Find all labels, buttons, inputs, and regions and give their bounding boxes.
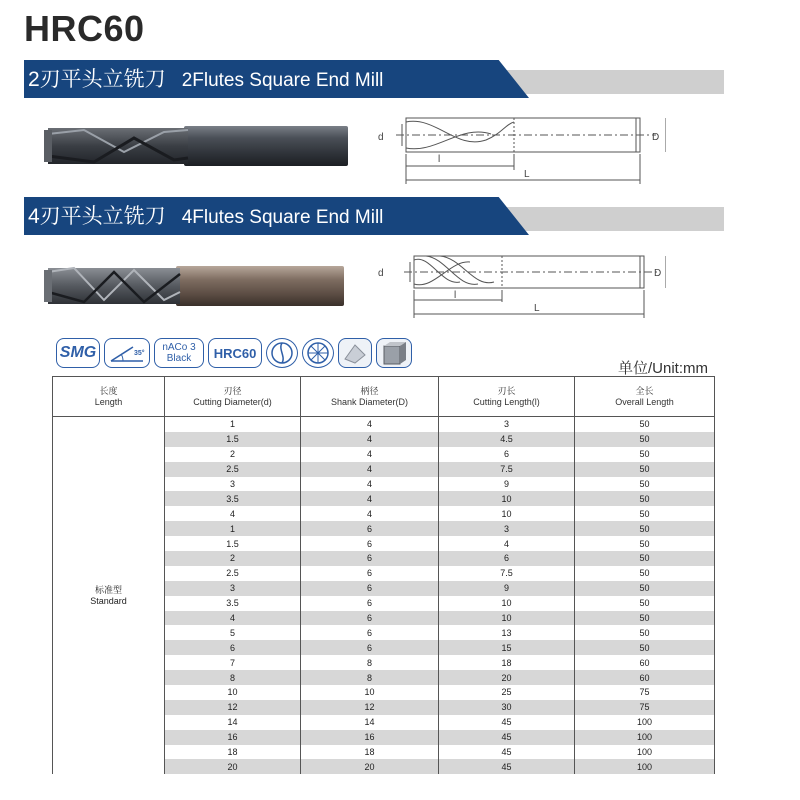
cutting-length-cell: 10: [439, 491, 575, 506]
header-length: 长度 Length: [53, 377, 165, 417]
cutting-length-cell: 4.5: [439, 432, 575, 447]
end-mill-2-flute-diagram: [366, 110, 666, 188]
header-shank-diameter: 柄径 Shank Diameter(D): [301, 377, 439, 417]
cutting-length-cell: 45: [439, 730, 575, 745]
length-type-cell: 标准型 Standard: [53, 417, 165, 775]
diagram-label-l: l: [438, 154, 441, 165]
cutting-length-cell: 6: [439, 447, 575, 462]
cutting-length-cell: 45: [439, 715, 575, 730]
overall-length-cell: 50: [575, 581, 715, 596]
banner-title-en: 4Flutes Square End Mill: [181, 207, 384, 228]
overall-length-cell: 50: [575, 551, 715, 566]
overall-length-cell: 60: [575, 655, 715, 670]
cutting-length-cell: 10: [439, 596, 575, 611]
spec-table: [52, 376, 715, 774]
cutting-diameter-cell: 2: [165, 447, 301, 462]
cutting-diameter-cell: 2.5: [165, 566, 301, 581]
shank-diameter-cell: 4: [301, 417, 439, 432]
cutting-diameter-cell: 6: [165, 640, 301, 655]
shank-diameter-cell: 4: [301, 491, 439, 506]
hardness-badge-icon: HRC60: [208, 338, 262, 368]
unit-label: 单位/Unit:mm: [617, 360, 708, 377]
end-mill-2-flute-photo: [44, 122, 352, 170]
cutting-diameter-cell: 3: [165, 581, 301, 596]
section-banner-4-flutes: [24, 197, 724, 235]
cutting-diameter-cell: 18: [165, 745, 301, 760]
diagram-label-d: d: [378, 132, 384, 143]
cutting-length-cell: 45: [439, 745, 575, 760]
cutting-length-cell: 4: [439, 536, 575, 551]
table-row: [53, 417, 715, 432]
cutting-diameter-cell: 1.5: [165, 432, 301, 447]
overall-length-cell: 50: [575, 536, 715, 551]
shank-diameter-cell: 8: [301, 655, 439, 670]
cutting-diameter-cell: 4: [165, 506, 301, 521]
steel-material-icon: [376, 338, 412, 368]
cutting-length-cell: 30: [439, 700, 575, 715]
cutting-diameter-cell: 20: [165, 759, 301, 774]
header-overall-length: 全长 Overall Length: [575, 377, 715, 417]
shank-diameter-cell: 12: [301, 700, 439, 715]
overall-length-cell: 50: [575, 640, 715, 655]
cutting-length-cell: 15: [439, 640, 575, 655]
shank-diameter-cell: 18: [301, 745, 439, 760]
cutting-diameter-cell: 10: [165, 685, 301, 700]
shank-diameter-cell: 4: [301, 506, 439, 521]
shank-diameter-cell: 6: [301, 611, 439, 626]
shank-diameter-cell: 6: [301, 536, 439, 551]
overall-length-cell: 100: [575, 745, 715, 760]
shank-diameter-cell: 6: [301, 581, 439, 596]
overall-length-cell: 50: [575, 625, 715, 640]
cutting-length-cell: 13: [439, 625, 575, 640]
cutting-diameter-cell: 5: [165, 625, 301, 640]
cutting-length-cell: 9: [439, 477, 575, 492]
overall-length-cell: 50: [575, 566, 715, 581]
header-cutting-diameter: 刃径 Cutting Diameter(d): [165, 377, 301, 417]
overall-length-cell: 50: [575, 462, 715, 477]
diagram-label-D: D: [652, 132, 660, 143]
table-header-row: [53, 377, 715, 417]
cutting-diameter-cell: 2.5: [165, 462, 301, 477]
banner-title-en: 2Flutes Square End Mill: [181, 70, 384, 91]
cutting-length-cell: 45: [439, 759, 575, 774]
aluminum-material-icon: [338, 338, 372, 368]
shank-diameter-cell: 4: [301, 477, 439, 492]
shank-diameter-cell: 6: [301, 625, 439, 640]
shank-diameter-cell: 8: [301, 670, 439, 685]
overall-length-cell: 50: [575, 596, 715, 611]
shank-diameter-cell: 14: [301, 715, 439, 730]
header-cutting-length: 刃长 Cutting Length(l): [439, 377, 575, 417]
overall-length-cell: 50: [575, 432, 715, 447]
overall-length-cell: 50: [575, 506, 715, 521]
cutting-diameter-cell: 8: [165, 670, 301, 685]
cutting-diameter-cell: 4: [165, 611, 301, 626]
shank-diameter-cell: 4: [301, 447, 439, 462]
shank-diameter-cell: 6: [301, 521, 439, 536]
overall-length-cell: 60: [575, 670, 715, 685]
shank-diameter-cell: 6: [301, 551, 439, 566]
overall-length-cell: 50: [575, 477, 715, 492]
diagram-label-L: L: [524, 169, 530, 180]
diagram-label-d: d: [378, 268, 384, 279]
overall-length-cell: 50: [575, 521, 715, 536]
cutting-length-cell: 25: [439, 685, 575, 700]
cutting-length-cell: 10: [439, 611, 575, 626]
two-flute-section-icon: [266, 338, 298, 368]
overall-length-cell: 50: [575, 417, 715, 432]
smg-logo-icon: SMG: [56, 338, 100, 368]
overall-length-cell: 50: [575, 611, 715, 626]
cutting-length-cell: 3: [439, 417, 575, 432]
overall-length-cell: 100: [575, 730, 715, 745]
shank-diameter-cell: 6: [301, 596, 439, 611]
end-mill-4-flute-diagram: [370, 248, 666, 320]
diagram-label-L: L: [534, 303, 540, 314]
svg-text:35°: 35°: [134, 350, 145, 357]
page-title: HRC60: [24, 8, 145, 49]
section-banner-2-flutes: [24, 60, 724, 98]
shank-diameter-cell: 4: [301, 462, 439, 477]
cutting-diameter-cell: 14: [165, 715, 301, 730]
cutting-length-cell: 18: [439, 655, 575, 670]
overall-length-cell: 75: [575, 685, 715, 700]
cutting-diameter-cell: 12: [165, 700, 301, 715]
four-flute-section-icon: [302, 338, 334, 368]
cutting-diameter-cell: 7: [165, 655, 301, 670]
diagram-label-l: l: [454, 290, 457, 301]
cutting-length-cell: 7.5: [439, 462, 575, 477]
coating-badge-icon: nACo 3 Black: [154, 338, 204, 368]
cutting-length-cell: 6: [439, 551, 575, 566]
cutting-diameter-cell: 2: [165, 551, 301, 566]
overall-length-cell: 75: [575, 700, 715, 715]
cutting-length-cell: 20: [439, 670, 575, 685]
shank-diameter-cell: 20: [301, 759, 439, 774]
cutting-diameter-cell: 1: [165, 521, 301, 536]
shank-diameter-cell: 6: [301, 566, 439, 581]
banner-title-cn: 2刃平头立铣刀: [28, 68, 166, 91]
overall-length-cell: 100: [575, 759, 715, 774]
cutting-length-cell: 3: [439, 521, 575, 536]
cutting-diameter-cell: 3: [165, 477, 301, 492]
cutting-diameter-cell: 1.5: [165, 536, 301, 551]
shank-diameter-cell: 4: [301, 432, 439, 447]
cutting-length-cell: 9: [439, 581, 575, 596]
banner-title-cn: 4刃平头立铣刀: [28, 205, 166, 228]
diagram-label-D: D: [654, 268, 662, 279]
overall-length-cell: 100: [575, 715, 715, 730]
shank-diameter-cell: 6: [301, 640, 439, 655]
cutting-diameter-cell: 3.5: [165, 596, 301, 611]
cutting-length-cell: 7.5: [439, 566, 575, 581]
overall-length-cell: 50: [575, 491, 715, 506]
helix-angle-icon: [104, 338, 150, 368]
shank-diameter-cell: 10: [301, 685, 439, 700]
cutting-diameter-cell: 16: [165, 730, 301, 745]
cutting-diameter-cell: 3.5: [165, 491, 301, 506]
overall-length-cell: 50: [575, 447, 715, 462]
end-mill-4-flute-photo: [44, 262, 348, 310]
cutting-diameter-cell: 1: [165, 417, 301, 432]
shank-diameter-cell: 16: [301, 730, 439, 745]
cutting-length-cell: 10: [439, 506, 575, 521]
